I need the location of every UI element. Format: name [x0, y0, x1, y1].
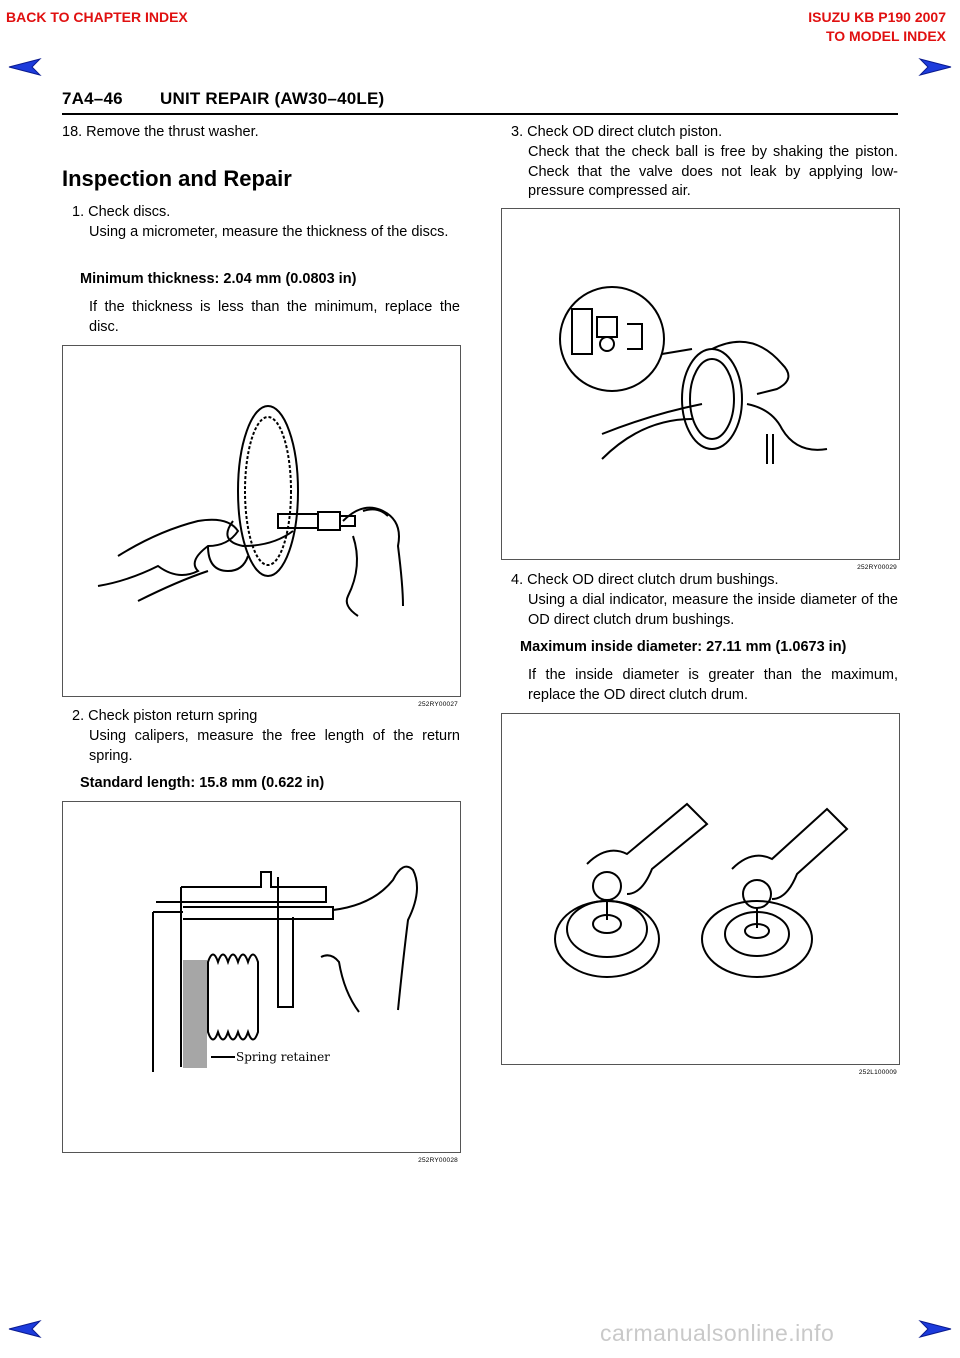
bottom-previous-page-arrow-icon[interactable]	[6, 1318, 42, 1340]
back-to-chapter-index-link[interactable]: BACK TO CHAPTER INDEX	[6, 9, 188, 25]
item-2-spec: Standard length: 15.8 mm (0.622 in)	[80, 775, 325, 791]
section-title: UNIT REPAIR (AW30–40LE)	[160, 89, 385, 108]
figure-2-code: 252RY00028	[418, 1157, 458, 1164]
item-4-body: Using a dial indicator, measure the inside diameter of the OD direct clutch drum bushings.	[528, 592, 898, 628]
micrometer-disc-illustration	[63, 346, 460, 696]
dial-indicator-drum-illustration	[502, 714, 899, 1064]
page-id: 7A4–46	[62, 89, 123, 108]
header-rule	[62, 113, 898, 115]
item-4-spec: Maximum inside diameter: 27.11 mm (1.0673 in)	[520, 639, 847, 655]
item-1-title: 1. Check discs.	[72, 204, 171, 220]
figure-dial-indicator-drum	[501, 713, 900, 1076]
item-1-note: If the thickness is less than the minimum, replace the disc.	[89, 299, 460, 335]
item-4-note: If the inside diameter is greater than the maximum, replace the OD direct clutch drum.	[528, 667, 898, 703]
figure-calipers-spring	[62, 801, 461, 1164]
previous-page-arrow-icon[interactable]	[6, 56, 42, 78]
to-model-index-link[interactable]: TO MODEL INDEX	[825, 28, 946, 44]
item-2-body: Using calipers, measure the free length of the return spring.	[89, 728, 460, 764]
watermark: carmanualsonline.info	[600, 1320, 835, 1346]
spring-retainer-label: Spring retainer	[236, 1050, 330, 1064]
figure-1-code: 252RY00027	[418, 701, 458, 708]
step-18-text: 18. Remove the thrust washer.	[62, 124, 259, 140]
item-3-title: 3. Check OD direct clutch piston.	[511, 124, 723, 140]
figure-od-clutch-piston	[501, 208, 900, 571]
od-clutch-piston-illustration	[502, 209, 899, 559]
bottom-next-page-arrow-icon[interactable]	[918, 1318, 954, 1340]
item-3-body: Check that the check ball is free by shaking the piston. Check that the valve does not leak by applying low-pressure compressed air.	[528, 144, 898, 199]
section-heading: Inspection and Repair	[62, 166, 292, 191]
calipers-spring-illustration	[63, 802, 460, 1152]
item-1-spec: Minimum thickness: 2.04 mm (0.0803 in)	[80, 271, 357, 287]
model-title-link[interactable]: ISUZU KB P190 2007	[808, 9, 946, 25]
figure-3-code: 252RY00029	[857, 564, 897, 571]
item-2-title: 2. Check piston return spring	[72, 708, 258, 724]
figure-4-code: 252L100009	[858, 1069, 897, 1076]
item-1-body: Using a micrometer, measure the thickness of the discs.	[89, 224, 449, 240]
item-4-title: 4. Check OD direct clutch drum bushings.	[511, 572, 779, 588]
next-page-arrow-icon[interactable]	[918, 56, 954, 78]
figure-micrometer-disc	[62, 345, 461, 708]
